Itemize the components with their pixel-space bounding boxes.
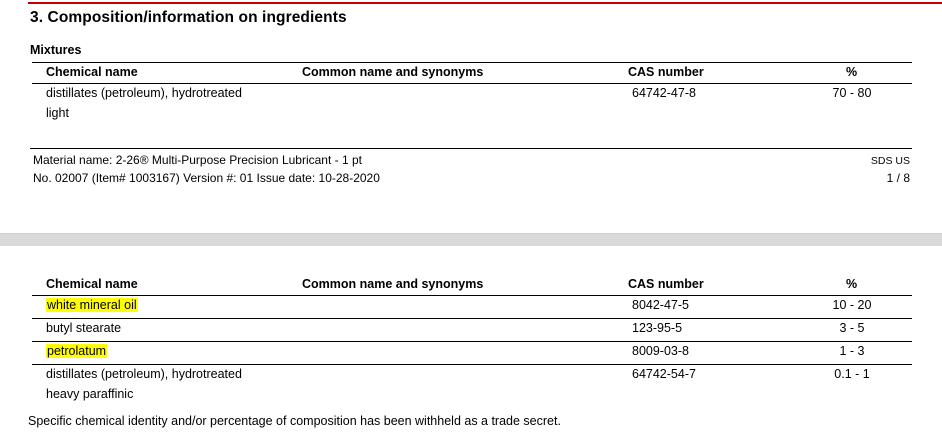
- column-header-percent: %: [846, 277, 858, 291]
- column-header-common-name: Common name and synonyms: [302, 277, 484, 291]
- cell-chemical-name: [46, 344, 107, 358]
- column-header-common-name: Common name and synonyms: [302, 65, 484, 79]
- highlight-mark: petrolatum: [47, 344, 107, 358]
- cell-cas-number: 64742-47-8: [632, 86, 696, 100]
- table-row-continuation: [32, 385, 912, 403]
- highlight-mark: white mineral oil: [47, 298, 137, 312]
- cell-chemical-name: distillates (petroleum), hydrotreated: [46, 86, 242, 100]
- table-one-header-row: [32, 63, 912, 83]
- table-row-continuation: [32, 104, 912, 122]
- table-row: [32, 319, 912, 341]
- page-break-band: [0, 234, 942, 246]
- cell-chemical-name: butyl stearate: [46, 321, 122, 335]
- cell-percent: 1 - 3: [839, 344, 865, 358]
- section-top-rule: [28, 2, 942, 4]
- table-row: [32, 342, 912, 364]
- column-header-percent: %: [846, 65, 858, 79]
- cell-cas-number: 8009-03-8: [632, 344, 689, 358]
- cell-percent: 10 - 20: [832, 298, 872, 312]
- column-header-chemical-name: Chemical name: [46, 277, 138, 291]
- page-title: 3. Composition/information on ingredients: [30, 9, 347, 26]
- cell-cas-number: 123-95-5: [632, 321, 683, 335]
- footer-divider: [30, 148, 912, 149]
- column-header-cas-number: CAS number: [628, 65, 704, 79]
- cell-percent: 0.1 - 1: [834, 367, 870, 381]
- ingredients-table-two: [32, 275, 912, 403]
- footer-document-line: No. 02007 (Item# 1003167) Version #: 01 Issue date: 10-28-2020: [33, 171, 380, 185]
- cell-chemical-name-line2: heavy paraffinic: [46, 387, 134, 401]
- cell-cas-number: 8042-47-5: [632, 298, 689, 312]
- cell-chemical-name-line2: light: [46, 106, 69, 120]
- column-header-cas-number: CAS number: [628, 277, 704, 291]
- ingredients-table-one: [32, 62, 912, 122]
- table-two-header-row: [32, 275, 912, 295]
- footer-page-number: 1 / 8: [886, 171, 910, 185]
- trade-secret-note: Specific chemical identity and/or percentage of composition has been withheld as a trade secret.: [28, 414, 561, 428]
- cell-percent: 70 - 80: [832, 86, 872, 100]
- cell-percent: 3 - 5: [839, 321, 865, 335]
- mixtures-label: Mixtures: [30, 43, 82, 57]
- column-header-chemical-name: Chemical name: [46, 65, 138, 79]
- cell-chemical-name: distillates (petroleum), hydrotreated: [46, 367, 242, 381]
- cell-chemical-name: [46, 298, 138, 312]
- cell-cas-number: 64742-54-7: [632, 367, 696, 381]
- table-row: [32, 296, 912, 318]
- footer-material-name: Material name: 2-26® Multi-Purpose Precision Lubricant - 1 pt: [33, 153, 362, 167]
- footer-sds-region: SDS US: [870, 155, 910, 167]
- table-row: [32, 365, 912, 385]
- table-row: [32, 84, 912, 104]
